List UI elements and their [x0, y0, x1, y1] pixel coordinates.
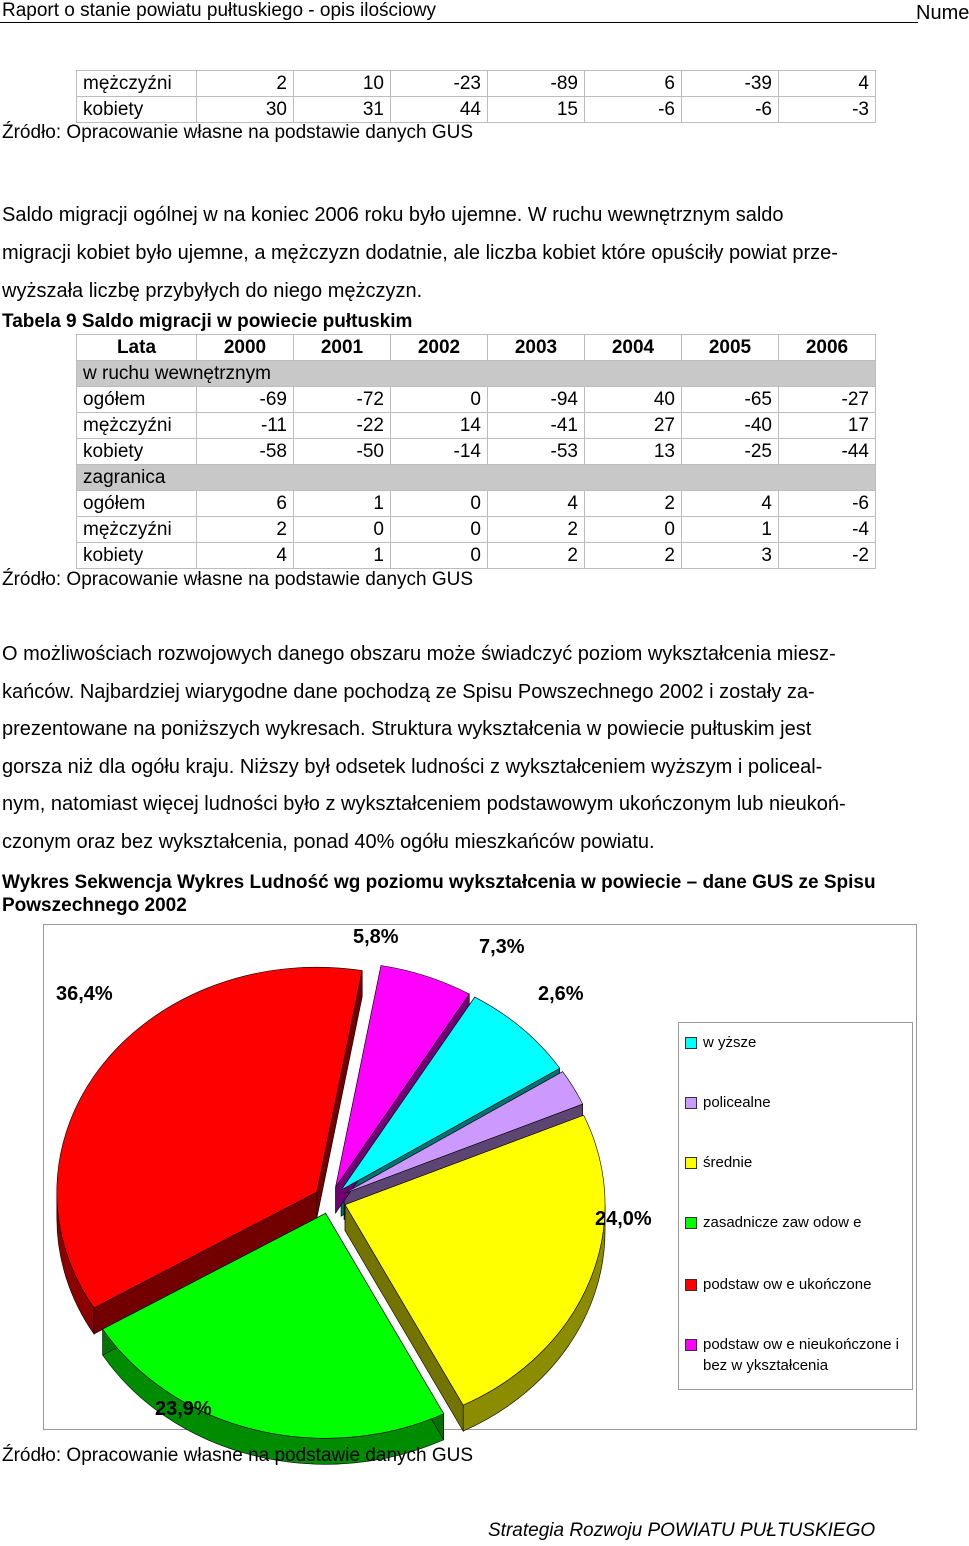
table-cell: -27 [779, 387, 876, 413]
table-cell: -44 [779, 439, 876, 465]
chart-legend [678, 1022, 913, 1390]
table-cell: 4 [779, 71, 876, 97]
table-cell: 2 [197, 71, 294, 97]
table-cell: 15 [488, 97, 585, 123]
table-cell: 0 [391, 387, 488, 413]
table-cell: 17 [779, 413, 876, 439]
row-label: mężczyźni [77, 413, 197, 439]
legend-item [685, 1274, 913, 1295]
column-header: 2006 [779, 335, 876, 361]
table-cell: 0 [585, 517, 682, 543]
table-cell: 3 [682, 543, 779, 569]
table-cell: 0 [391, 491, 488, 517]
source-note: Źródło: Opracowanie własne na podstawie danych GUS [2, 569, 474, 590]
chart-caption-line: Wykres Sekwencja Wykres Ludność wg poziomu wykształcenia w powiecie – dane GUS ze Spisu [2, 872, 876, 893]
table-cell: 2 [585, 543, 682, 569]
table-cell: 44 [391, 97, 488, 123]
legend-label: średnie [703, 1154, 753, 1171]
paragraph-line: migracji kobiet było ujemne, a mężczyzn dodatnie, ale liczba kobiet które opuściły powiat prze- [2, 242, 838, 264]
table-cell: -6 [585, 97, 682, 123]
data-label-podstawowe-ukonczone: 36,4% [56, 983, 113, 1005]
table-cell: 1 [682, 517, 779, 543]
legend-swatch [685, 1097, 697, 1109]
table-cell: 4 [488, 491, 585, 517]
legend-label: podstaw ow e ukończone [703, 1276, 872, 1293]
row-label: ogółem [77, 491, 197, 517]
table-cell: 30 [197, 97, 294, 123]
row-label: kobiety [77, 439, 197, 465]
table-cell: -39 [682, 71, 779, 97]
legend-item [685, 1212, 913, 1233]
table-cell: -89 [488, 71, 585, 97]
table-cell: 2 [488, 543, 585, 569]
paragraph-line: nym, natomiast więcej ludności było z wykształceniem podstawowym ukończonym lub nieukoń- [2, 793, 846, 815]
table-cell: -11 [197, 413, 294, 439]
legend-item [685, 1152, 913, 1173]
legend-label: zasadnicze zaw odow e [703, 1214, 862, 1231]
paragraph-line: prezentowane na poniższych wykresach. Struktura wykształcenia w powiecie pułtuskim jest [2, 718, 812, 740]
column-header: Lata [77, 335, 197, 361]
column-header: 2004 [585, 335, 682, 361]
paragraph-line: wyższała liczbę przybyłych do niego mężczyzn. [2, 280, 423, 302]
table-cell: 31 [294, 97, 391, 123]
source-note: Źródło: Opracowanie własne na podstawie danych GUS [2, 122, 474, 143]
column-header: 2001 [294, 335, 391, 361]
column-header: 2002 [391, 335, 488, 361]
data-label-srednie: 24,0% [595, 1208, 652, 1230]
row-label: kobiety [77, 97, 197, 123]
table-cell: 2 [488, 517, 585, 543]
table-cell: 40 [585, 387, 682, 413]
table-cell: -58 [197, 439, 294, 465]
table-cell: 0 [294, 517, 391, 543]
column-header: 2003 [488, 335, 585, 361]
table-cell: -25 [682, 439, 779, 465]
section-title: zagranica [77, 465, 876, 491]
legend-label: policealne [703, 1094, 771, 1111]
table-cell: -69 [197, 387, 294, 413]
table-cell: -72 [294, 387, 391, 413]
legend-swatch [685, 1279, 697, 1291]
table-cell: -65 [682, 387, 779, 413]
table-cell: 4 [682, 491, 779, 517]
table-cell: 4 [197, 543, 294, 569]
legend-item [685, 1092, 913, 1113]
table-cell: -40 [682, 413, 779, 439]
data-label-zasadnicze: 23,9% [155, 1398, 212, 1420]
page-footer: Strategia Rozwoju POWIATU PUŁTUSKIEGO [488, 1520, 876, 1541]
paragraph-line: gorsza niż dla ogółu kraju. Niższy był odsetek ludności z wykształceniem wyższym i policeal- [2, 755, 823, 778]
row-label: mężczyźni [77, 71, 197, 97]
data-label-podstawowe-nieukonczone: 5,8% [353, 926, 399, 948]
table-cell: -41 [488, 413, 585, 439]
chart-caption-line: Powszechnego 2002 [2, 895, 187, 916]
legend-swatch [685, 1217, 697, 1229]
source-note: Źródło: Opracowanie własne na podstawie danych GUS [2, 1445, 474, 1466]
legend-item [685, 1032, 913, 1053]
legend-swatch [685, 1037, 697, 1049]
table-cell: 10 [294, 71, 391, 97]
table-cell: 1 [294, 543, 391, 569]
paragraph-line: Saldo migracji ogólnej w na koniec 2006 roku było ujemne. W ruchu wewnętrznym saldo [2, 204, 784, 226]
table-cell: 0 [391, 543, 488, 569]
table-cell: -14 [391, 439, 488, 465]
legend-label: podstaw ow e nieukończone i bez w ykształcenia [703, 1336, 899, 1374]
header-title: Raport o stanie powiatu pułtuskiego - opis ilościowy [2, 0, 437, 21]
table-cell: 14 [391, 413, 488, 439]
table-cell: -3 [779, 97, 876, 123]
row-label: mężczyźni [77, 517, 197, 543]
table-cell: -23 [391, 71, 488, 97]
legend-swatch [685, 1157, 697, 1169]
table-cell: -53 [488, 439, 585, 465]
table-cell: 6 [585, 71, 682, 97]
table-caption: Tabela 9 Saldo migracji w powiecie pułtuskim [2, 311, 413, 332]
table-cell: -6 [682, 97, 779, 123]
table-cell: 0 [391, 517, 488, 543]
column-header: 2005 [682, 335, 779, 361]
column-header: 2000 [197, 335, 294, 361]
table-cell: -2 [779, 543, 876, 569]
paragraph-line: kańców. Najbardziej wiarygodne dane pochodzą ze Spisu Powszechnego 2002 i zostały za- [2, 680, 815, 703]
legend-swatch [685, 1339, 697, 1351]
table-cell: -22 [294, 413, 391, 439]
table-cell: 1 [294, 491, 391, 517]
data-label-policealne: 2,6% [538, 983, 584, 1005]
table-cell: 27 [585, 413, 682, 439]
paragraph-line: czonym oraz bez wykształcenia, ponad 40% ogółu mieszkańców powiatu. [2, 830, 655, 853]
row-label: kobiety [77, 543, 197, 569]
table-cell: -4 [779, 517, 876, 543]
table-cell: 6 [197, 491, 294, 517]
paragraph-line: O możliwościach rozwojowych danego obszaru może świadczyć poziom wykształcenia miesz- [2, 643, 836, 665]
legend-label: w yższe [703, 1034, 757, 1051]
table-cell: 13 [585, 439, 682, 465]
table-cell: -94 [488, 387, 585, 413]
row-label: ogółem [77, 387, 197, 413]
section-title: w ruchu wewnętrznym [77, 361, 876, 387]
table-cell: -6 [779, 491, 876, 517]
table-cell: 2 [197, 517, 294, 543]
data-label-wyzsze: 7,3% [479, 936, 525, 958]
page-number: Nume [916, 2, 969, 24]
legend-item [685, 1334, 913, 1376]
table-cell: -50 [294, 439, 391, 465]
table-cell: 2 [585, 491, 682, 517]
